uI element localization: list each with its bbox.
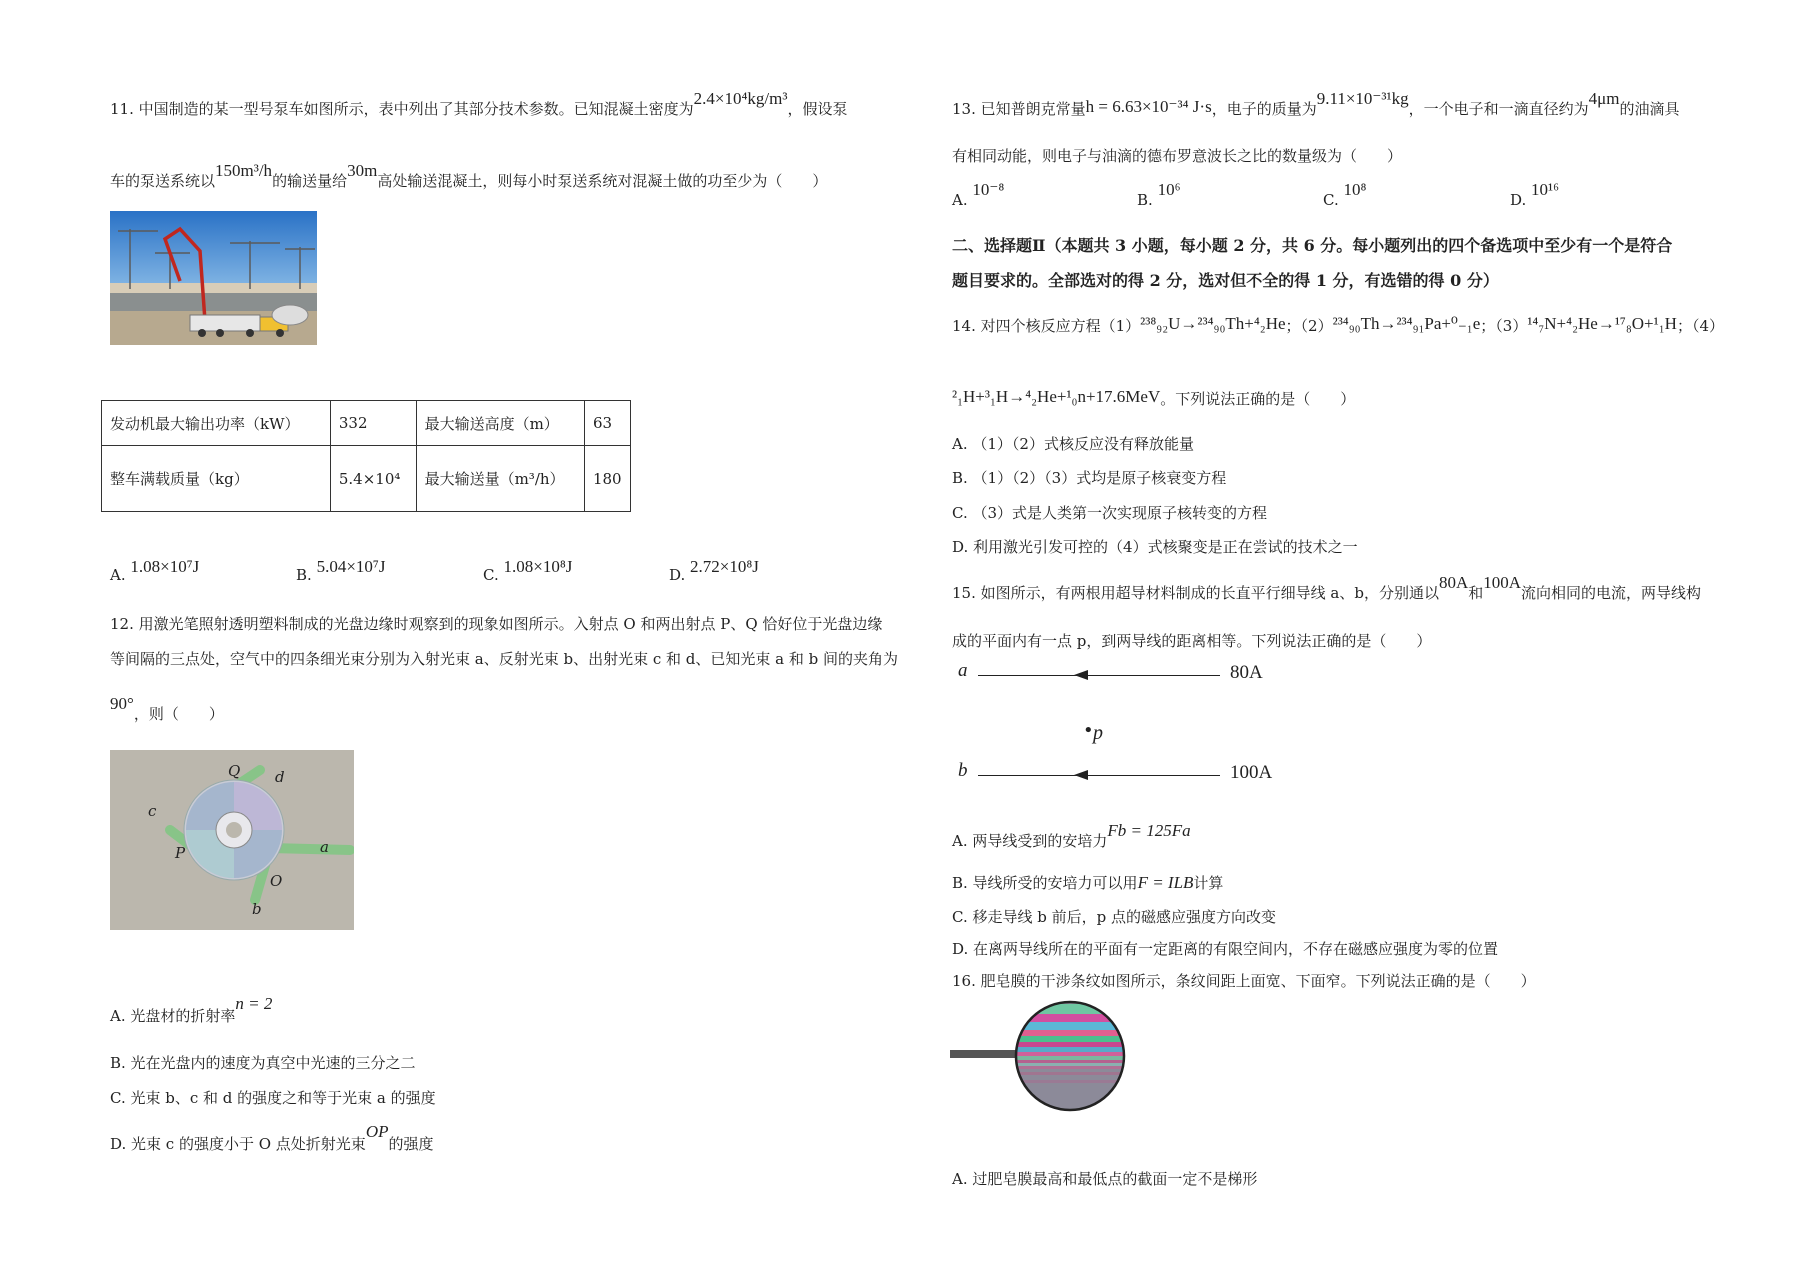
q15-option-b[interactable]: B. 导线所受的安培力可以用F = ILB计算	[952, 873, 1224, 892]
q16-option-a[interactable]: A. 过肥皂膜最高和最低点的截面一定不是梯形	[952, 1170, 1258, 1188]
q14-option-b[interactable]: B. （1）（2）（3）式均是原子核衰变方程	[952, 469, 1227, 487]
section-2-line-2: 题目要求的。全部选对的得 2 分，选对但不全的得 1 分，有选错的得 0 分）	[952, 271, 1499, 290]
q11-line-2: 车的泵送系统以150m³/h的输送量给30m高处输送混凝土，则每小时泵送系统对混凝土做的功至少为（ ）	[110, 161, 828, 190]
q13-option-c[interactable]: C. 10⁸	[1323, 180, 1367, 209]
wire-a-label: a	[958, 660, 968, 681]
q11-option-a[interactable]: A. 1.08×10⁷J	[110, 557, 200, 584]
q11-line-1: 11. 中国制造的某一型号泵车如图所示，表中列出了其部分技术参数。已知混凝土密度为2.4×10⁴kg/m³，假设泵	[110, 89, 848, 118]
arrow-left-icon	[1074, 770, 1088, 780]
q16-line-1: 16. 肥皂膜的干涉条纹如图所示，条纹间距上面宽、下面窄。下列说法正确的是（ ）	[952, 972, 1536, 990]
q14-line-1: 14. 对四个核反应方程（1）²³⁸₉₂U→²³⁴₉₀Th+⁴₂He；（2）²³⁴₉₀Th→²³⁴₉₁Pa+⁰₋₁e；（3）¹⁴₇N+⁴₂He→¹⁷₈O+¹₁H；（4）	[952, 314, 1724, 335]
point-p-label: p	[1093, 722, 1103, 744]
table-cell: 发动机最大输出功率（kW）	[102, 401, 331, 446]
table-cell: 180	[584, 446, 630, 512]
wire-b	[978, 775, 1220, 776]
q12-option-a[interactable]: A. 光盘材的折射率n = 2	[110, 994, 273, 1025]
q14-option-a[interactable]: A. （1）（2）式核反应没有释放能量	[952, 435, 1194, 453]
point-dot-icon: •	[1083, 720, 1094, 741]
table-cell: 5.4×10⁴	[330, 446, 416, 512]
rate-formula: 150m³/h	[215, 161, 273, 180]
soap-film-figure	[950, 1000, 1130, 1115]
q14-line-2: ²₁H+³₁H→⁴₂He+¹₀n+17.6MeV。下列说法正确的是（ ）	[952, 387, 1356, 408]
q14-option-d[interactable]: D. 利用激光引发可控的（4）式核聚变是正在尝试的技术之一	[952, 538, 1358, 556]
label-a: a	[320, 838, 329, 856]
pump-truck-photo	[110, 211, 317, 345]
table-cell: 最大输送量（m³/h）	[416, 446, 584, 512]
q11-option-c[interactable]: C. 1.08×10⁸J	[483, 557, 573, 584]
q12-option-d[interactable]: D. 光束 c 的强度小于 O 点处折射光束OP的强度	[110, 1122, 434, 1153]
table-cell: 最大输送高度（m）	[416, 401, 584, 446]
table-row	[102, 401, 631, 446]
label-b: b	[252, 900, 262, 918]
label-o: O	[270, 872, 283, 890]
q13-line-2: 有相同动能，则电子与油滴的德布罗意波长之比的数量级为（ ）	[952, 147, 1403, 165]
q15-option-a[interactable]: A. 两导线受到的安培力Fb = 125Fa	[952, 821, 1191, 850]
table-cell: 整车满载质量（kg）	[102, 446, 331, 512]
q13-option-d[interactable]: D. 10¹⁶	[1510, 180, 1560, 209]
q11-option-b[interactable]: B. 5.04×10⁷J	[296, 557, 386, 584]
q12-line-2: 等间隔的三点处，空气中的四条细光束分别为入射光束 a、反射光束 b、出射光束 c 和 d、已知光束 a 和 b 间的夹角为	[110, 650, 899, 668]
table-row	[102, 446, 631, 512]
density-formula: 2.4×10⁴kg/m³	[693, 89, 788, 108]
q13-option-b[interactable]: B. 10⁶	[1137, 180, 1181, 209]
wire-b-label: b	[958, 760, 968, 781]
q12-line-1: 12. 用激光笔照射透明塑料制成的光盘边缘时观察到的现象如图所示。入射点 O 和两出射点 P、Q 恰好位于光盘边缘	[110, 615, 883, 633]
label-q: Q	[228, 762, 241, 780]
q12-line-3: 90°，则（ ）	[110, 694, 224, 723]
wire-b-current: 100A	[1230, 762, 1273, 783]
section-2-line-1: 二、选择题Ⅱ（本题共 3 小题，每小题 2 分，共 6 分。每小题列出的四个备选项中至少有一个是符合	[952, 236, 1673, 255]
label-d: d	[275, 768, 285, 786]
wire-a	[978, 675, 1220, 676]
q14-option-c[interactable]: C. （3）式是人类第一次实现原子核转变的方程	[952, 504, 1268, 522]
arrow-left-icon	[1074, 670, 1088, 680]
q13-line-1: 13. 已知普朗克常量h = 6.63×10⁻³⁴ J·s，电子的质量为9.11×10⁻³¹kg，一个电子和一滴直径约为4μm的油滴具	[952, 89, 1680, 118]
wire-a-current: 80A	[1230, 662, 1263, 683]
label-c: c	[148, 802, 157, 820]
q15-line-2: 成的平面内有一点 p，到两导线的距离相等。下列说法正确的是（ ）	[952, 632, 1432, 650]
cd-laser-photo	[110, 750, 354, 930]
table-cell: 63	[584, 401, 630, 446]
q15-option-c[interactable]: C. 移走导线 b 前后，p 点的磁感应强度方向改变	[952, 908, 1276, 926]
q12-option-b[interactable]: B. 光在光盘内的速度为真空中光速的三分之二	[110, 1054, 416, 1072]
q12-option-c[interactable]: C. 光束 b、c 和 d 的强度之和等于光束 a 的强度	[110, 1089, 436, 1107]
label-p: P	[175, 844, 186, 862]
height-formula: 30m	[347, 161, 378, 180]
q11-option-d[interactable]: D. 2.72×10⁸J	[669, 557, 759, 584]
q13-option-a[interactable]: A. 10⁻⁸	[952, 180, 1005, 209]
spec-table	[101, 400, 631, 512]
q15-option-d[interactable]: D. 在离两导线所在的平面有一定距离的有限空间内，不存在磁感应强度为零的位置	[952, 940, 1499, 958]
table-cell: 332	[330, 401, 416, 446]
q15-line-1: 15. 如图所示，有两根用超导材料制成的长直平行细导线 a、b，分别通以80A和100A流向相同的电流，两导线构	[952, 573, 1702, 602]
